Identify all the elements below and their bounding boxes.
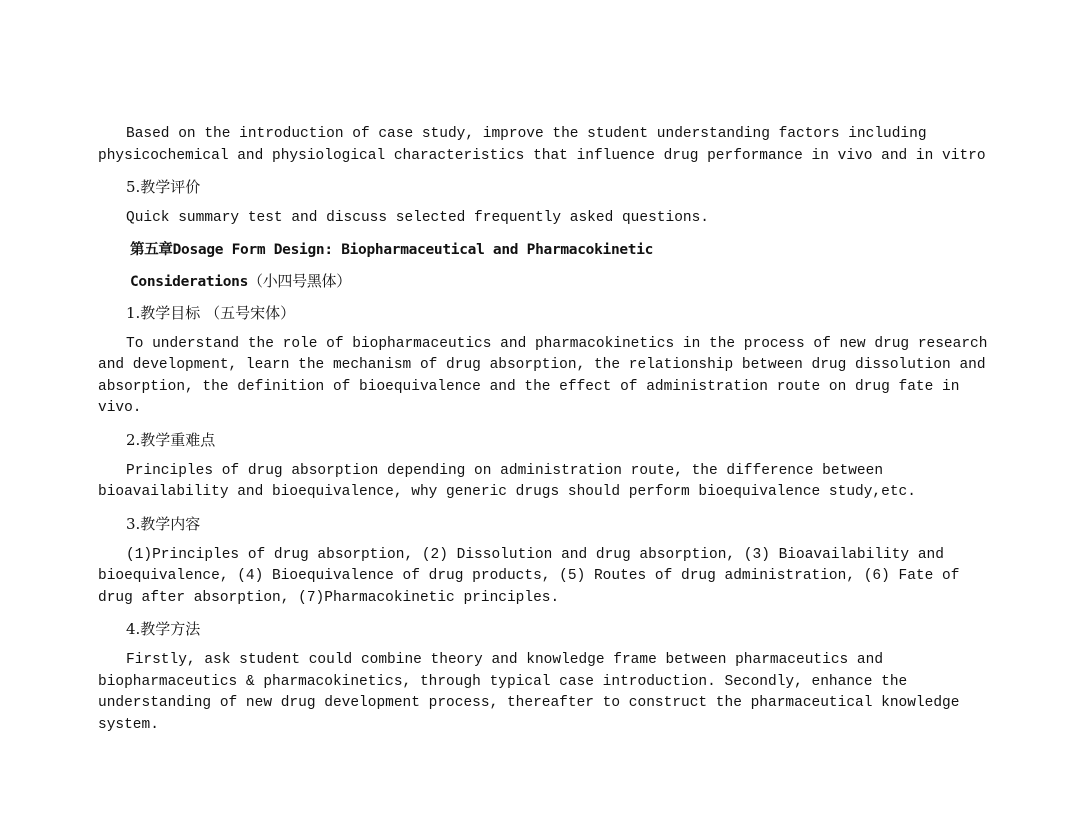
goal-heading: 1.教学目标 （五号宋体） — [126, 303, 296, 322]
key-points-heading: 2.教学重难点 — [126, 430, 216, 449]
goal-paragraph: To understand the role of biopharmaceutics and pharmacokinetics in the process of new drug research and development, learn the mechanism of drug absorption, the relationship between drug dissolution and absorption, the definition of bioequivalence and the effect of administration route on drug fate in vivo. — [98, 335, 988, 416]
evaluation-paragraph: Quick summary test and discuss selected frequently asked questions. — [126, 210, 709, 226]
content-heading: 3.教学内容 — [126, 514, 201, 533]
method-paragraph: Firstly, ask student could combine theory and knowledge frame between pharmaceutics and biopharmaceutics & pharmacokinetics, through typical case introduction. Secondly, enhance the understanding of new drug development process, thereafter to construct the pharmaceutical knowledge system. — [98, 652, 960, 733]
chapter-title-line-1: 第五章Dosage Form Design: Biopharmaceutical and Pharmacokinetic — [130, 241, 654, 258]
content-paragraph: (1)Principles of drug absorption, (2) Dissolution and drug absorption, (3) Bioavailability and bioequivalence, (4) Bioequivalence of drug products, (5) Routes of drug administration, (6) Fate of drug after absorption, (7)Pharmacokinetic principles. — [98, 546, 960, 606]
chapter-title-format-note: （小四号黑体） — [248, 271, 351, 290]
chapter-title-line-2 — [130, 271, 998, 293]
document-page — [98, 124, 998, 746]
evaluation-heading: 5.教学评价 — [126, 178, 201, 196]
key-points-paragraph: Principles of drug absorption depending on administration route, the difference between bioavailability and bioequivalence, why generic drugs should perform bioequivalence study,etc. — [98, 462, 916, 500]
intro-summary-paragraph: Based on the introduction of case study, improve the student understanding factors including physicochemical and physiological characteristics that influence drug performance in vivo and in vitro — [98, 126, 986, 164]
method-heading: 4.教学方法 — [126, 620, 201, 638]
chapter-title-considerations: Considerations — [130, 273, 249, 290]
